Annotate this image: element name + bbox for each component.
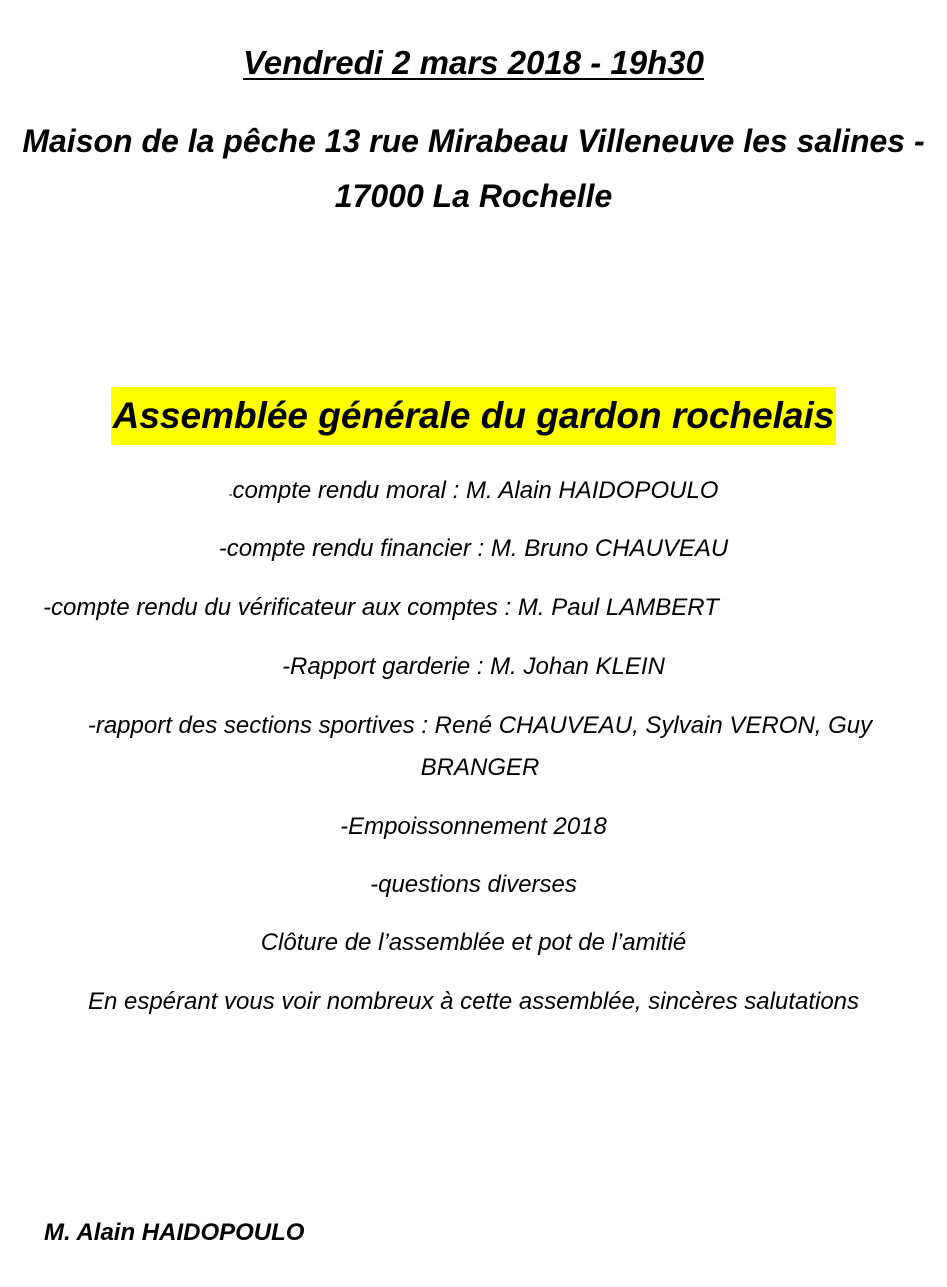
assembly-title: Assemblée générale du gardon rochelais: [111, 387, 837, 445]
title-container: [0, 387, 947, 445]
agenda-item-verificateur: -compte rendu du vérificateur aux comptes : M. Paul LAMBERT: [43, 594, 719, 621]
event-date: Vendredi 2 mars 2018 - 19h30: [242, 44, 705, 81]
agenda-item-sections: -rapport des sections sportives : René CHAUVEAU, Sylvain VERON, Guy BRANGER: [87, 712, 873, 781]
agenda-item-moral-dash: -: [228, 487, 233, 501]
event-address: Maison de la pêche 13 rue Mirabeau Villeneuve les salines - 17000 La Rochelle: [22, 123, 925, 214]
closing-text: En espérant vous voir nombreux à cette assemblée, sincères salutations: [87, 988, 860, 1015]
agenda-item-moral-text: compte rendu moral : M. Alain HAIDOPOULO: [232, 477, 719, 504]
agenda-item-financier: -compte rendu financier : M. Bruno CHAUVEAU: [218, 535, 729, 562]
agenda-item-moral: [0, 470, 947, 515]
agenda-item-empoissonnement: -Empoissonnement 2018: [340, 813, 607, 840]
agenda-item-questions: -questions diverses: [370, 871, 577, 898]
agenda-item-garderie: -Rapport garderie : M. Johan KLEIN: [282, 653, 665, 680]
agenda-item-cloture: Clôture de l’assemblée et pot de l’amitié: [260, 929, 687, 956]
signature: M. Alain HAIDOPOULO: [44, 1219, 305, 1246]
